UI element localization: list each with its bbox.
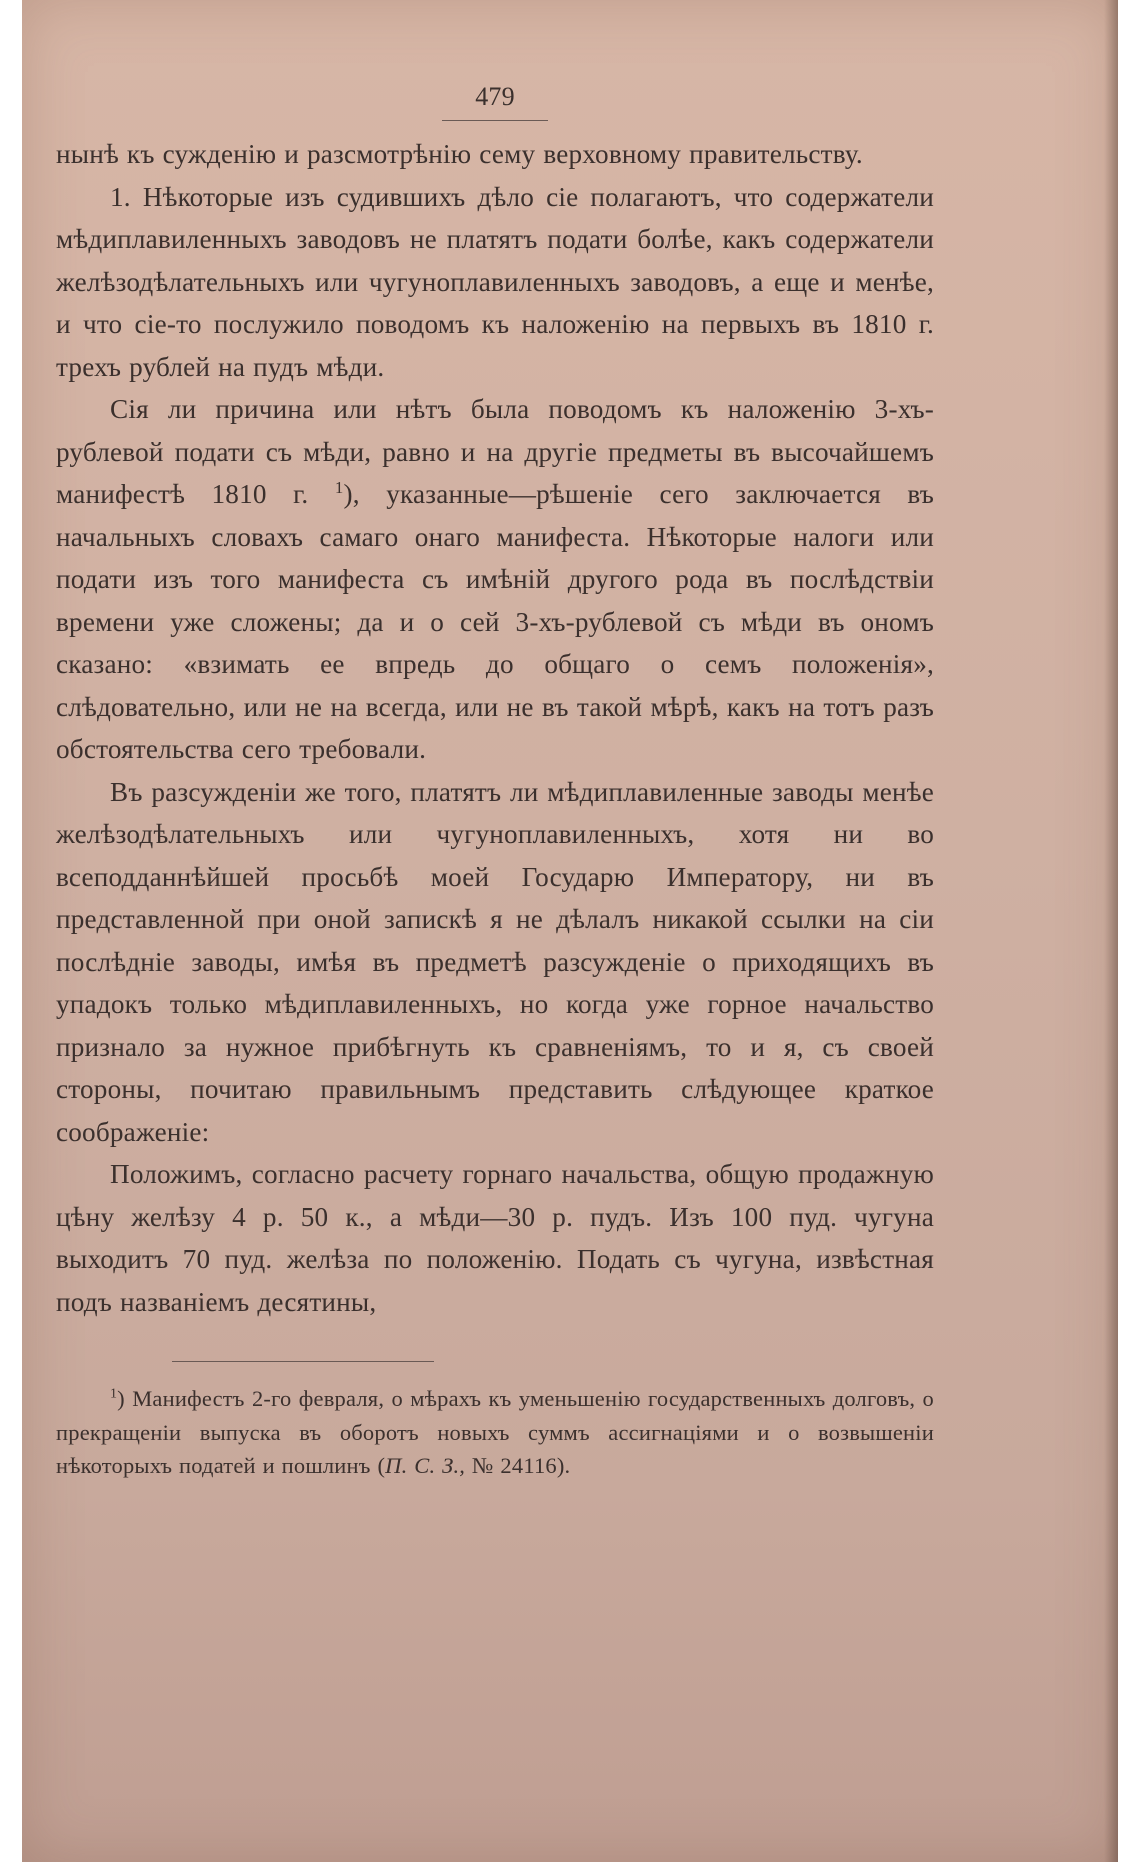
footnote-citation-source: П. С. З., bbox=[385, 1453, 466, 1478]
paragraph-2-text-after-note: ), указанные—рѣшеніе сего заключается въ начальныхъ словахъ самаго онаго манифеста. Нѣкоторые налоги или подати изъ того манифеста съ имѣній другого рода въ послѣдствіи времени уже сложены; да и о сей 3-хъ-рублевой съ мѣди въ ономъ сказано: «взимать ее впредь до общаго о семъ положенія», слѣдовательно, или не на всегда, или не въ такой мѣрѣ, какъ на тотъ разъ обстоятельства сего требовали. bbox=[56, 479, 934, 764]
page-number: 479 bbox=[475, 82, 515, 111]
paragraph-4: Положимъ, согласно расчету горнаго начальства, общую продажную цѣну желѣзу 4 р. 50 к., а мѣди—30 р. пудъ. Изъ 100 пуд. чугуна выходитъ 70 пуд. желѣза по положенію. Подать съ чугуна, извѣстная подъ названіемъ десятины, bbox=[56, 1159, 934, 1317]
footnote-text: ) Манифестъ 2-го февраля, о мѣрахъ къ уменьшенію государственныхъ долговъ, о прекращеніи выпуска въ оборотъ новыхъ суммъ ассигнаціями и о возвышеніи нѣкоторыхъ податей и пошлинъ bbox=[56, 1386, 934, 1478]
footnote-separator bbox=[172, 1361, 434, 1362]
paragraph-2 bbox=[56, 388, 934, 771]
text-block bbox=[56, 80, 934, 1483]
page-edge-shadow bbox=[1104, 0, 1118, 1862]
footnote-citation-open: ( bbox=[377, 1453, 386, 1478]
paragraph-2-text-before-note: Сія ли причина или нѣтъ была поводомъ къ наложенію 3-хъ-рублевой подати съ мѣди, равно и на другіе предметы въ высочайшемъ манифестѣ 1810 г. bbox=[56, 394, 934, 509]
paragraph-continuation: нынѣ къ сужденію и разсмотрѣнію сему верховному правительству. bbox=[56, 139, 863, 169]
paragraph-1: 1. Нѣкоторые изъ судившихъ дѣло сіе полагаютъ, что содержатели мѣдиплавиленныхъ заводовъ не платятъ подати болѣе, какъ содержатели желѣзодѣлательныхъ или чугуноплавиленныхъ заводовъ, а еще и менѣе, и что сіе-то послужило поводомъ къ наложенію на первыхъ въ 1810 г. трехъ рублей на пудъ мѣди. bbox=[56, 181, 934, 382]
footnote bbox=[56, 1382, 934, 1483]
footnote-reference: 1 bbox=[334, 477, 344, 497]
footnote-citation-number: № 24116). bbox=[465, 1453, 571, 1478]
footnote-mark: 1 bbox=[110, 1386, 118, 1402]
paragraph-3: Въ разсужденіи же того, платятъ ли мѣдиплавиленные заводы менѣе желѣзодѣлательныхъ или чугуноплавиленныхъ, хотя ни во всеподданнѣйшей просьбѣ моей Государю Императору, ни въ представленной при оной запискѣ я не дѣлалъ никакой ссылки на сіи послѣдніе заводы, имѣя въ предметѣ разсужденіе о приходящихъ въ упадокъ только мѣдиплавиленныхъ, но когда уже горное начальство признало за нужное прибѣгнуть къ сравненіямъ, то и я, съ своей стороны, почитаю правильнымъ представить слѣдующее краткое соображеніе: bbox=[56, 776, 934, 1147]
page-number-rule bbox=[442, 120, 548, 121]
book-page bbox=[22, 0, 1118, 1862]
